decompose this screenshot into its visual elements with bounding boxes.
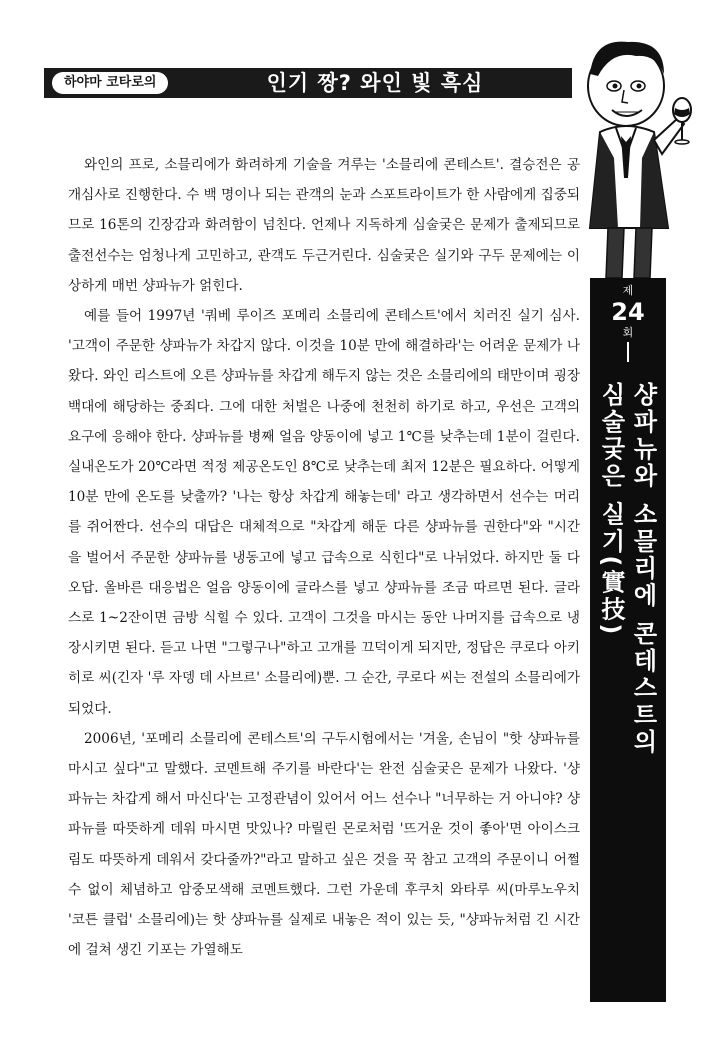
episode-number: 24 [611, 298, 645, 326]
episode-marker [590, 284, 666, 362]
series-title: 인기 짱? 와인 빛 흑심 [266, 71, 484, 95]
episode-title-line-2: 심술궂은 실기(實技) [597, 382, 625, 638]
episode-suffix: 회 [622, 326, 634, 339]
author-label-pill: 하야마 코타로의 [52, 72, 168, 94]
article-paragraph-1: 와인의 프로, 소믈리에가 화려하게 기술을 겨루는 '소믈리에 콘테스트'. 결승전은 공개심사로 진행한다. 수 백 명이나 되는 관객의 눈과 스포트라이트가 한 사람에게 집중되므로 16톤의 긴장감과 화려함이 넘친다. 언제나 지독하게 심술궂은 문제가 출제되므로 출전선수는 엄청나게 고민하고, 관객도 두근거린다. 심술궂은 실기와 구두 문제에는 이상하게 매번 샹파뉴가 얽힌다. [68, 157, 580, 294]
article-body [68, 150, 580, 965]
article-paragraph-3: 2006년, '포메리 소믈리에 콘테스트'의 구두시험에서는 '겨울, 손님이 "핫 샹파뉴를 마시고 싶다"고 말했다. 코멘트해 주기를 바란다'는 완전 심술궂은 문제가 나왔다. '샹파뉴는 차갑게 해서 마신다'는 고정관념이 있어서 어느 선수나 "너무하는 거 아니야? 샹파뉴를 따뜻하게 데워 마시면 맛있나? 마릴린 몬로처럼 '뜨거운 것이 좋아'면 아이스크림도 따뜻하게 데워서 갖다줄까?"라고 말하고 싶은 것을 꾹 참고 고객의 주문이니 어쩔 수 없이 체념하고 암중모색해 코멘트했다. 그런 가운데 후쿠치 와타루 씨(마루노우치 '코튼 클럽' 소믈리에)는 핫 샹파뉴를 실제로 내놓은 적이 있는 듯, "샹파뉴처럼 긴 시간에 걸쳐 생긴 기포는 가열해도 [68, 730, 580, 959]
episode-prefix: 제 [622, 284, 634, 297]
article-paragraph-2: 예를 들어 1997년 '쿼베 루이즈 포메리 소믈리에 콘테스트'에서 치러진 실기 심사. '고객이 주문한 샹파뉴가 차갑지 않다. 이것을 10분 만에 해결하라'는 어려운 문제가 나왔다. 와인 리스트에 오른 샹파뉴를 차갑게 해두지 않는 것은 소믈리에의 태만이며 굉장 백대에 해당하는 중죄다. 그에 대한 처벌은 나중에 천천히 하기로 하고, 우선은 고객의 요구에 응해야 한다. 샹파뉴를 병째 얼음 양동이에 넣고 1℃를 낮추는데 1분이 걸린다. 실내온도가 20℃라면 적정 제공온도인 8℃로 낮추는데 최저 12분은 필요하다. 어떻게 10분 만에 온도를 낮출까? '나는 항상 차갑게 해놓는데' 라고 생각하면서 선수는 머리를 쥐어짠다. 선수의 대답은 대체적으로 "차갑게 해둔 다른 샹파뉴를 권한다"와 "시간을 벌어서 주문한 샹파뉴를 냉동고에 넣고 급속으로 식힌다"로 나뉘었다. 하지만 둘 다 오답. 올바른 대응법은 얼음 양동이에 글라스를 넣고 샹파뉴를 조금 따르면 된다. 글라스로 1~2잔이면 금방 식힐 수 있다. 고객이 그것을 마시는 동안 나머지를 급속으로 냉장시키면 된다. 듣고 나면 "그렇구나"하고 고개를 끄덕이게 되지만, 정답은 쿠로다 아키히로 씨(긴자 '루 자뎅 데 사브르' 소믈리에)뿐. 그 순간, 쿠로다 씨는 전설의 소믈리에가 되었다. [68, 308, 580, 717]
episode-sidebar [590, 278, 666, 1002]
episode-divider [627, 342, 629, 362]
sommelier-caricature-icon [578, 28, 696, 290]
episode-title-line-1: 샹파뉴와 소믈리에 콘테스트의 [629, 382, 657, 756]
